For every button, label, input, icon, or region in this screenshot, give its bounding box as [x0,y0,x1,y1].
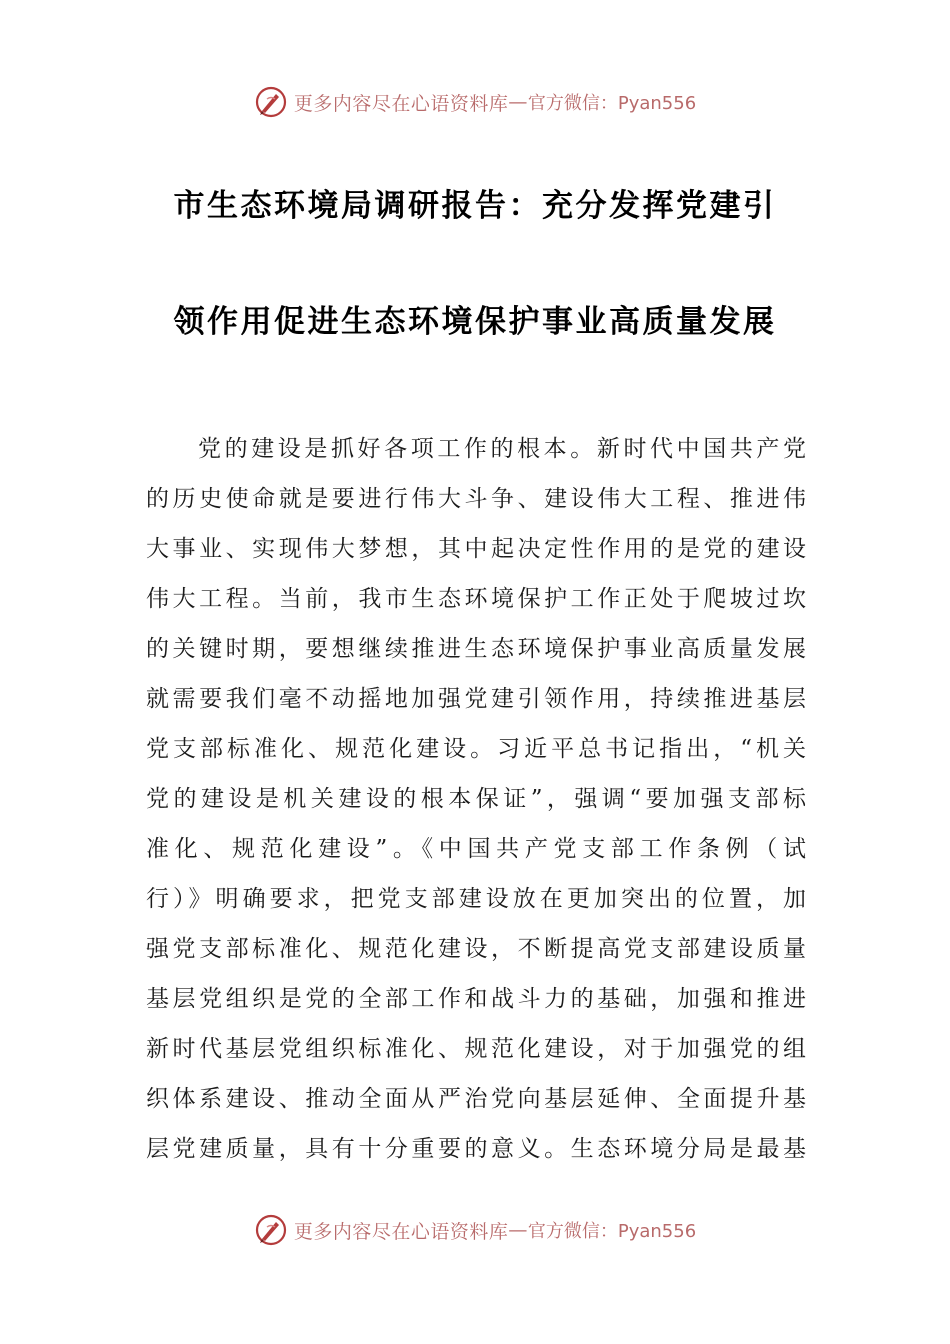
watermark-main-text: 更多内容尽在心语资料库 [293,1220,509,1243]
body-line: 新时代基层党组织标准化、规范化建设，对于加强党的组 [146,1036,806,1062]
body-line: 强党支部标准化、规范化建设，不断提高党支部建设质量 [146,936,806,962]
body-line: 就需要我们毫不动摇地加强党建引领作用，持续推进基层 [146,686,806,712]
body-line: 大事业、实现伟大梦想，其中起决定性作用的是党的建设 [146,536,806,562]
watermark-dash: — [508,91,528,113]
body-line: 准化、规范化建设”。《中国共产党支部工作条例（试 [146,836,806,862]
document-title-line-2: 领作用促进生态环境保护事业高质量发展 [173,304,777,340]
footer-watermark [0,1210,950,1250]
body-line: 的历史使命就是要进行伟大斗争、建设伟大工程、推进伟 [146,486,806,512]
body-line: 基层党组织是党的全部工作和战斗力的基础，加强和推进 [146,986,806,1012]
body-line: 层党建质量，具有十分重要的意义。生态环境分局是最基 [146,1136,806,1162]
document-title-line-1: 市生态环境局调研报告：充分发挥党建引 [173,188,777,224]
body-line: 党支部标准化、规范化建设。习近平总书记指出，“机关 [146,736,806,762]
body-line: 织体系建设、推动全面从严治党向基层延伸、全面提升基 [146,1086,806,1112]
body-line: 党的建设是抓好各项工作的根本。新时代中国共产党 [198,436,806,462]
body-line: 伟大工程。当前，我市生态环境保护工作正处于爬坡过坎 [146,586,806,612]
pen-circle-logo-icon [254,1213,288,1247]
body-line: 行）》明确要求，把党支部建设放在更加突出的位置，加 [146,886,806,912]
watermark-main-text: 更多内容尽在心语资料库 [293,92,509,115]
watermark-dash: — [508,1219,528,1241]
body-line: 党的建设是机关建设的根本保证”，强调“要加强支部标 [146,786,806,812]
watermark-sub-text: 官方微信：Pyan556 [527,1221,697,1242]
watermark-sub-text: 官方微信：Pyan556 [527,93,697,114]
header-watermark [0,82,950,122]
body-line: 的关键时期，要想继续推进生态环境保护事业高质量发展 [146,636,806,662]
pen-circle-logo-icon [254,85,288,119]
